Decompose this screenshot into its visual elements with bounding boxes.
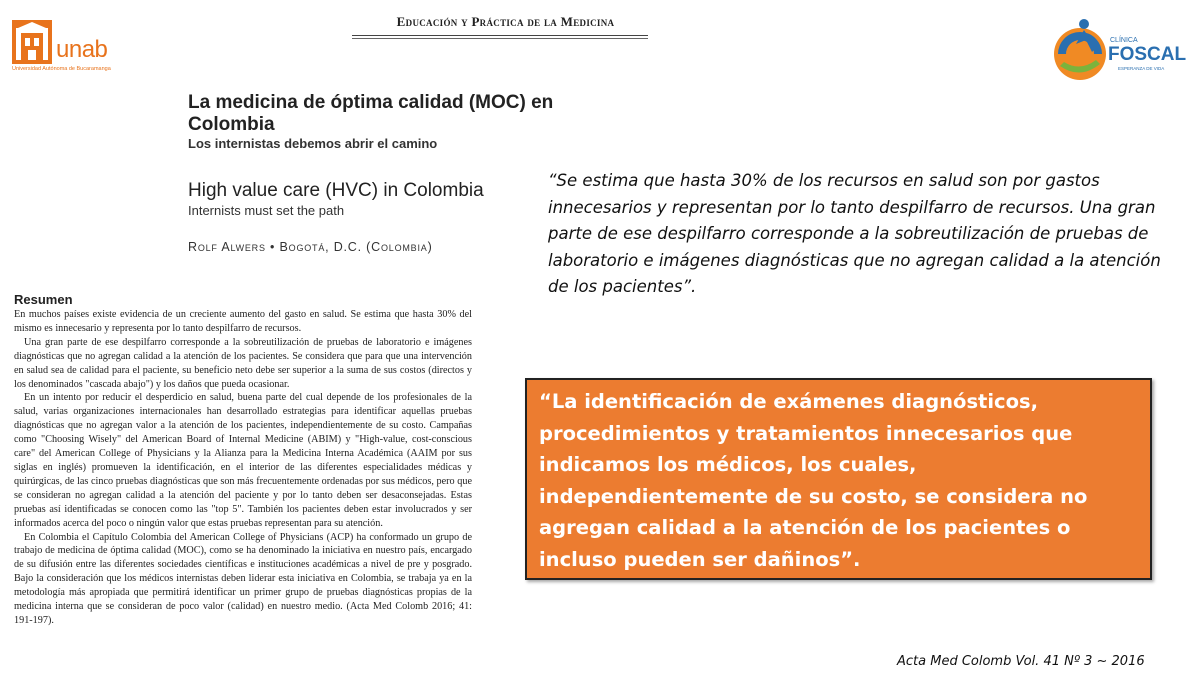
unab-wordmark: unab — [56, 36, 108, 63]
header-rule-thin — [352, 38, 648, 39]
article-author: Rolf Alwers • Bogotá, D.C. (Colombia) — [188, 240, 433, 254]
journal-header: Educación y Práctica de la Medicina — [396, 14, 615, 29]
unab-subtext: Universidad Autónoma de Bucaramanga — [12, 66, 111, 72]
highlight-box — [525, 378, 1152, 580]
quote-text: “Se estima que hasta 30% de los recursos en salud son por gastos innecesarios y representan por lo tanto despilfarro de recursos. Una gran parte de ese despilfarro corresponde a la sobreutilización de pruebas de laboratorio e imágenes diagnósticas que no agregan calidad a la atención de los pacientes”. — [548, 171, 1161, 296]
article-title: La medicina de óptima calidad (MOC) en Colombia — [188, 92, 554, 135]
article-title-english: High value care (HVC) in Colombia — [188, 180, 484, 201]
abstract-paragraph: En un intento por reducir el desperdicio en salud, buena parte del cual depende de los profesionales de la salud, varias organizaciones internacionales han desarrollado estrategias para identificar aquellas pruebas diagnósticas que no agregan valor a la atención de los pacientes, independientemente de su costo. Campañas como "Choosing Wisely" del American Board of Internal Medicine (ABIM) y "High-value, cost-conscious care" del American College of Physicians y la Alianza para la Medicina Interna Académica (AAIM por sus siglas en inglés) promueven la identificación, en el interior de las diferentes especialidades médicas y quirúrgicas, de las cinco pruebas diagnósticas que son más frecuentemente ordenadas por sus médicos, pero que se consideran no agregan calidad a la atención del paciente y por lo tanto deben ser desaconsejadas. Estas pruebas así identificadas se conocen como las "top 5". También los pacientes deben estar involucrados y ser informados acerca del poco o ningún valor que estas pruebas representan para su atención. — [14, 392, 472, 529]
abstract-heading: Resumen — [14, 292, 73, 307]
abstract-paragraph: En Colombia el Capítulo Colombia del American College of Physicians (ACP) ha conformado un grupo de trabajo de medicina de óptima calidad (MOC), como se ha denominado la iniciativa en nuestro país, encargado de su difusión entre las diferentes sociedades científicas e instituciones académicas a nivel de pre y posgrado. Bajo la consideración que los médicos internistas deben liderar esta iniciativa en Colombia, se trabaja ya en la metodología más apropiada que permitirá identificar un primer grupo de pruebas diagnósticas propias de la medicina interna que se consideran de poco valor (calidad) en nuestro medio. (Acta Med Colomb 2016; 41: 191-197). — [14, 531, 472, 626]
foscal-name-text: FOSCAL — [1108, 44, 1187, 65]
citation: Acta Med Colomb Vol. 41 Nº 3 ~ 2016 — [897, 654, 1145, 669]
abstract-paragraph: En muchos países existe evidencia de un creciente aumento del gasto en salud. Se estima que hasta 30% del mismo es innecesario y representa por lo tanto despilfarro de recursos. — [14, 309, 472, 334]
abstract-paragraph: Una gran parte de ese despilfarro corresponde a la sobreutilización de pruebas de laboratorio e imágenes diagnósticas que no agregan calidad a la atención de los pacientes. Se considera que para que una intervención en salud sea de calidad para el paciente, su beneficio neto debe ser superior a la suma de sus costos (directos y los denominados "cascada abajo") y los daños que pueda ocasionar. — [14, 336, 472, 390]
header-rule — [352, 35, 648, 36]
abstract-body — [14, 308, 472, 628]
foscal-tagline-text: ESPERANZA DE VIDA — [1118, 66, 1165, 71]
highlight-text: “La identificación de exámenes diagnósticos, procedimientos y tratamientos innecesarios que indicamos los médicos, los cuales, independientemente de su costo, se considera no agregan calidad a la atención de los pacientes o incluso pueden ser dañinos”. — [539, 390, 1088, 571]
foscal-logo — [1048, 14, 1187, 88]
article-subtitle: Los internistas debemos abrir el camino — [188, 136, 438, 151]
article-subtitle-english: Internists must set the path — [188, 203, 345, 218]
foscal-clinica-text: CLÍNICA — [1110, 37, 1138, 44]
